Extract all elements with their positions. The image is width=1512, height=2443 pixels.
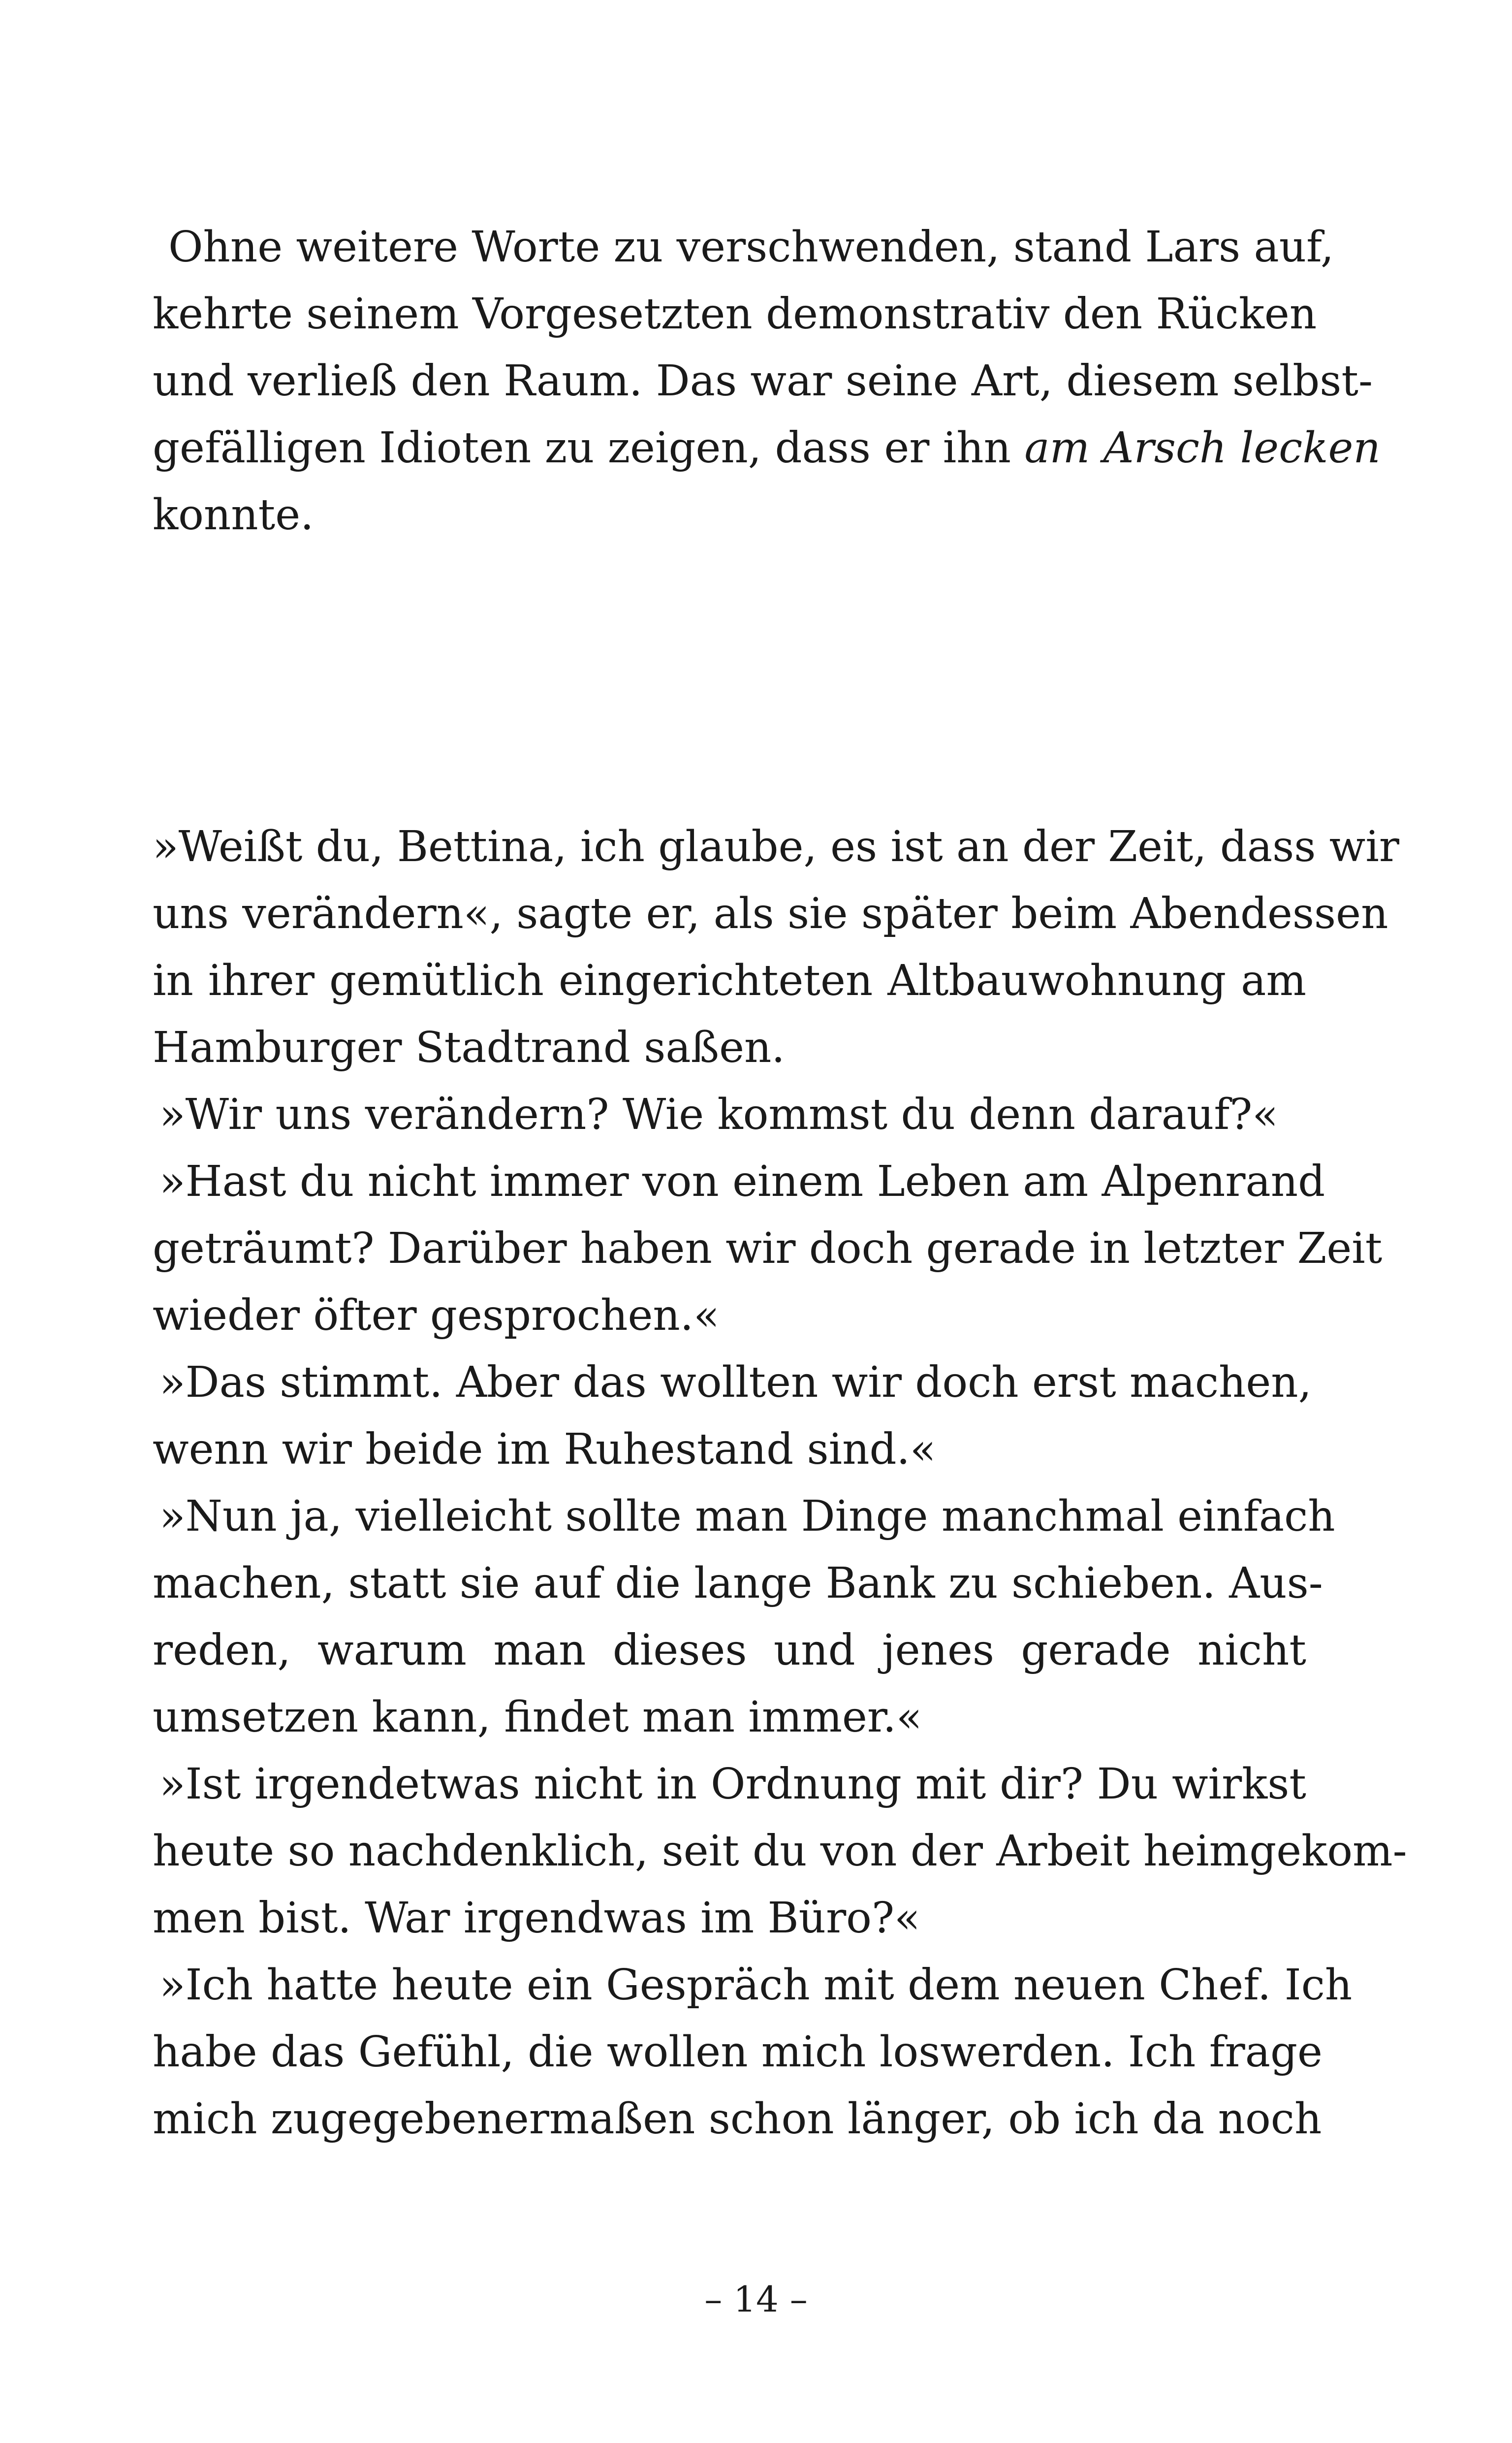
text-line: reden, warum man dieses und jenes gerade nicht bbox=[153, 1626, 1306, 1675]
dialogue-section bbox=[153, 813, 1407, 2153]
text-line: »Ist irgendetwas nicht in Ordnung mit dir? Du wirkst bbox=[159, 1760, 1306, 1809]
text-line: heute so nachdenklich, seit du von der Arbeit heimgekom- bbox=[153, 1827, 1407, 1876]
italic-phrase: am Arsch lecken bbox=[1024, 423, 1381, 473]
text-line: »Hast du nicht immer von einem Leben am Alpenrand bbox=[159, 1157, 1325, 1206]
text-line: habe das Gefühl, die wollen mich loswerden. Ich frage bbox=[153, 2027, 1323, 2077]
text-line: »Nun ja, vielleicht sollte man Dinge manchmal einfach bbox=[159, 1492, 1335, 1541]
text-line: Ohne weitere Worte zu verschwenden, stand Lars auf, bbox=[168, 223, 1334, 272]
page-number: – 14 – bbox=[704, 2279, 808, 2320]
text-line: »Wir uns verändern? Wie kommst du denn darauf?« bbox=[159, 1090, 1278, 1139]
text-line: Hamburger Stadtrand saßen. bbox=[153, 1023, 785, 1072]
text-line: umsetzen kann, findet man immer.« bbox=[153, 1693, 922, 1742]
text-line: uns verändern«, sagte er, als sie später beim Abendessen bbox=[153, 889, 1388, 938]
text-line: mich zugegebenermaßen schon länger, ob ich da noch bbox=[153, 2094, 1322, 2144]
text-line: geträumt? Darüber haben wir doch gerade in letzter Zeit bbox=[153, 1224, 1383, 1273]
text-line: machen, statt sie auf die lange Bank zu schieben. Aus- bbox=[153, 1559, 1323, 1608]
text-line: konnte. bbox=[153, 490, 314, 540]
text-line: men bist. War irgendwas im Büro?« bbox=[153, 1894, 920, 1943]
text-line: »Weißt du, Bettina, ich glaube, es ist an der Zeit, dass wir bbox=[153, 822, 1399, 871]
paragraph-lars-leaves bbox=[153, 214, 1381, 548]
text-line: wieder öfter gesprochen.« bbox=[153, 1291, 720, 1340]
text-line: kehrte seinem Vorgesetzten demonstrativ den Rücken bbox=[153, 289, 1317, 339]
text-line: »Das stimmt. Aber das wollten wir doch erst machen, bbox=[159, 1358, 1312, 1407]
text-line: in ihrer gemütlich eingerichteten Altbauwohnung am bbox=[153, 956, 1306, 1005]
text-line bbox=[153, 415, 1381, 482]
text-line: wenn wir beide im Ruhestand sind.« bbox=[153, 1425, 936, 1474]
text-line: »Ich hatte heute ein Gespräch mit dem neuen Chef. Ich bbox=[159, 1961, 1353, 2010]
text-line-start: gefälligen Idioten zu zeigen, dass er ihn bbox=[153, 423, 1011, 473]
text-line: und verließ den Raum. Das war seine Art, diesem selbst- bbox=[153, 356, 1373, 406]
